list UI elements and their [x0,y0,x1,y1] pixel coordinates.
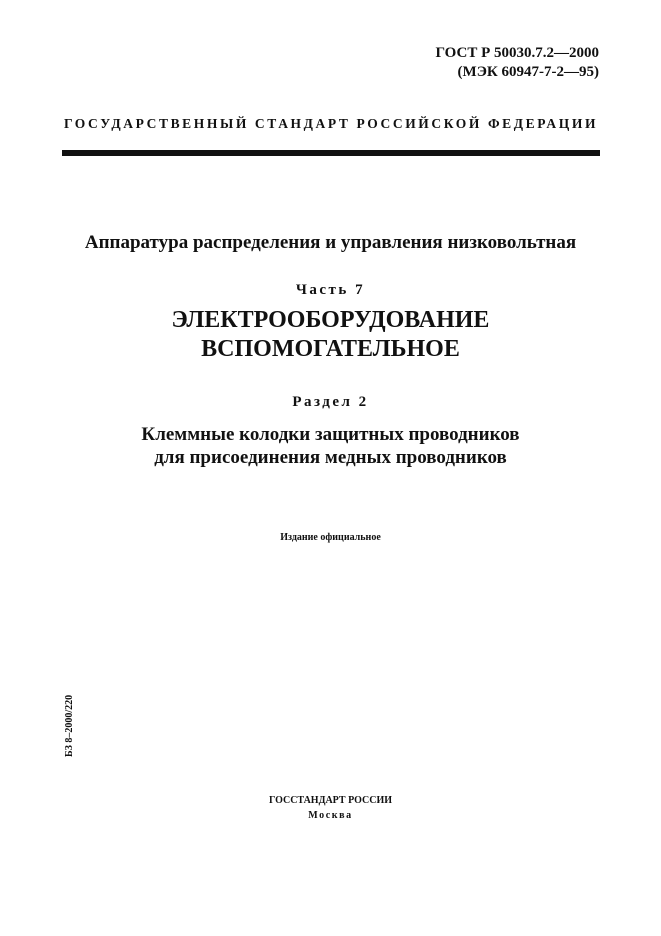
side-code: БЗ 8–2000/220 [64,694,75,757]
part-title-line: ВСПОМОГАТЕЛЬНОЕ [201,336,460,362]
header-rule [62,150,600,156]
part-label: Часть 7 [295,282,366,298]
section-title [0,423,661,469]
publisher-city: Москва [308,810,353,821]
document-title: Аппаратура распределения и управления низковольтная [84,232,577,253]
iec-code: (МЭК 60947-7-2—95) [457,64,599,80]
part-title-line: ЭЛЕКТРООБОРУДОВАНИЕ [171,307,490,333]
publisher [0,793,661,823]
standard-codes [435,44,599,82]
federation-line: ГОСУДАРСТВЕННЫЙ СТАНДАРТ РОССИЙСКОЙ ФЕДЕРАЦИИ [63,116,599,131]
section-label: Раздел 2 [292,394,369,410]
standard-code: ГОСТ Р 50030.7.2—2000 [435,45,599,61]
part-title [0,306,661,364]
section-title-line: для присоединения медных проводников [154,447,507,468]
edition-note: Издание официальное [280,532,381,543]
section-title-line: Клеммные колодки защитных проводников [141,424,520,445]
publisher-name: ГОССТАНДАРТ РОССИИ [268,795,393,806]
